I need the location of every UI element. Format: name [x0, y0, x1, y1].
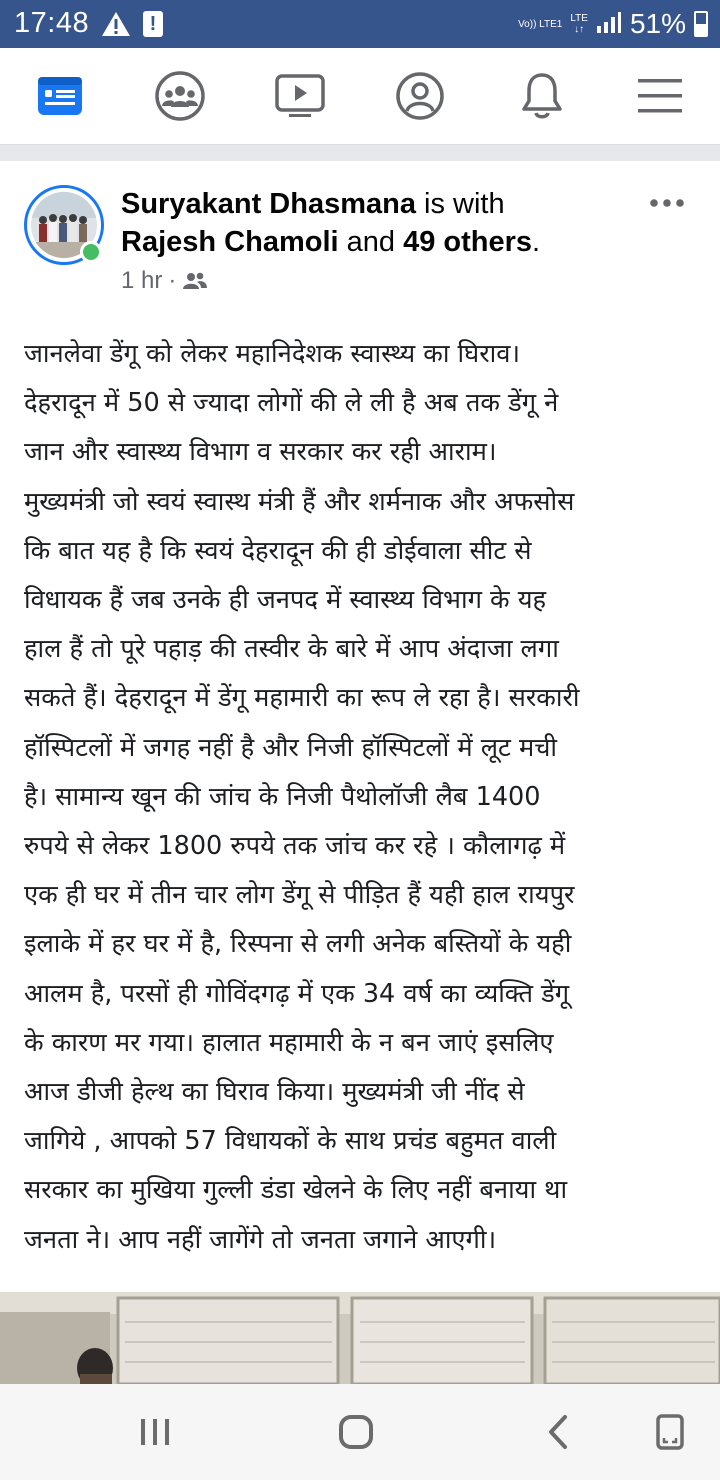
- home-icon: [338, 1414, 374, 1450]
- others-link[interactable]: 49 others: [403, 226, 533, 258]
- status-bar: [0, 0, 720, 48]
- home-button[interactable]: [296, 1384, 416, 1480]
- post-text-line: कि बात यह है कि स्वयं देहरादून की ही डोईवाला सीट से: [24, 535, 532, 566]
- back-icon: [546, 1414, 570, 1450]
- lte-text: LTE: [570, 13, 588, 24]
- signal-icon: [596, 11, 622, 38]
- screenshot-icon: [655, 1413, 685, 1451]
- back-button[interactable]: [498, 1384, 618, 1480]
- post-text-line: जान और स्वास्थ्य विभाग व सरकार कर रही आराम।: [24, 437, 497, 468]
- post-text-line: जनता ने। आप नहीं जागेंगे तो जनता जगाने आएगी।: [24, 1224, 497, 1255]
- post-text-line: सरकार का मुखिया गुल्ली डंडा खेलने के लिए नहीं बनाया था: [24, 1175, 568, 1206]
- author-name-link[interactable]: Suryakant Dhasmana: [121, 188, 416, 220]
- recent-apps-icon: [138, 1417, 172, 1447]
- tagged-person-link[interactable]: Rajesh Chamoli: [121, 226, 339, 258]
- with-text: is with: [415, 188, 505, 220]
- volte-label: [518, 19, 562, 30]
- post-meta: [121, 267, 208, 295]
- lte-label: LTE ↓↑: [570, 13, 588, 35]
- warning-icon: [101, 11, 131, 42]
- more-options-icon[interactable]: [650, 197, 684, 209]
- alert-icon: !: [143, 11, 163, 37]
- and-text: and: [338, 226, 404, 258]
- system-nav-bar: [0, 1384, 720, 1480]
- post-text-line: हॉस्पिटलों में जगह नहीं है और निजी हॉस्पिटलों में लूट मची: [24, 732, 557, 763]
- recent-apps-button[interactable]: [95, 1384, 215, 1480]
- watch-icon: [275, 74, 325, 118]
- tab-news-feed[interactable]: [10, 48, 110, 144]
- top-nav-bar: [0, 48, 720, 145]
- post-author-line: [121, 185, 591, 261]
- feed-separator: [0, 145, 720, 161]
- news-feed-icon: [37, 76, 83, 116]
- volte-text: Vo)) LTE1: [518, 18, 563, 30]
- post-time[interactable]: 1 hr: [121, 267, 163, 294]
- profile-icon: [395, 71, 445, 121]
- post-header: [0, 161, 720, 311]
- friends-audience-icon[interactable]: [182, 271, 208, 291]
- post-photo[interactable]: [0, 1292, 720, 1384]
- status-right: [518, 6, 708, 42]
- screenshot-button[interactable]: [610, 1384, 720, 1480]
- post-text-line: सकते हैं। देहरादून में डेंगू महामारी का रूप ले रहा है। सरकारी: [24, 683, 580, 714]
- post-text: [24, 330, 704, 1265]
- groups-icon: [154, 70, 206, 122]
- post-text-line: जानलेवा डेंगू को लेकर महानिदेशक स्वास्थ्य का घिराव।: [24, 339, 521, 369]
- tab-watch[interactable]: [250, 48, 350, 144]
- post-text-line: के कारण मर गया। हालात महामारी के न बन जाएं इसलिए: [24, 1027, 554, 1058]
- bell-icon: [519, 71, 565, 121]
- post-text-line: इलाके में हर घर में है, रिस्पना से लगी अनेक बस्तियों के यही: [24, 929, 572, 960]
- tab-notifications[interactable]: [492, 48, 592, 144]
- tab-groups[interactable]: [130, 48, 230, 144]
- status-time: 17:48: [14, 7, 90, 39]
- post-text-line: आलम है, परसों ही गोविंदगढ़ में एक 34 वर्ष का व्यक्ति डेंगू: [24, 978, 570, 1009]
- post-text-line: देहरादून में 50 से ज्यादा लोगों की ले ली है अब तक डेंगू ने: [24, 388, 559, 419]
- meta-dot: ·: [168, 267, 177, 294]
- battery-icon: [694, 11, 708, 37]
- post-text-line: रुपये से लेकर 1800 रुपये तक जांच कर रहे । कौलागढ़ में: [24, 831, 566, 862]
- post-text-line: है। सामान्य खून की जांच के निजी पैथोलॉजी लैब 1400: [24, 781, 541, 812]
- online-status-dot: [80, 241, 102, 263]
- tab-menu[interactable]: [610, 48, 710, 144]
- post-text-line: जागिये , आपको 57 विधायकों के साथ प्रचंड बहुमत वाली: [24, 1126, 557, 1157]
- post-text-line: एक ही घर में तीन चार लोग डेंगू से पीड़ित हैं यही हाल रायपुर: [24, 880, 575, 911]
- post-text-line: विधायक हैं जब उनके ही जनपद में स्वास्थ्य विभाग के यह: [24, 585, 547, 616]
- post-text-line: हाल हैं तो पूरे पहाड़ की तस्वीर के बारे में आप अंदाजा लगा: [24, 634, 559, 665]
- tab-profile[interactable]: [370, 48, 470, 144]
- post-text-line: मुख्यमंत्री जो स्वयं स्वास्थ मंत्री हैं और शर्मनाक और अफसोस: [24, 486, 575, 517]
- period-text: .: [532, 226, 541, 258]
- post-text-line: आज डीजी हेल्थ का घिराव किया। मुख्यमंत्री जी नींद से: [24, 1077, 525, 1108]
- hamburger-menu-icon: [637, 77, 683, 115]
- battery-percent: 51%: [629, 8, 686, 39]
